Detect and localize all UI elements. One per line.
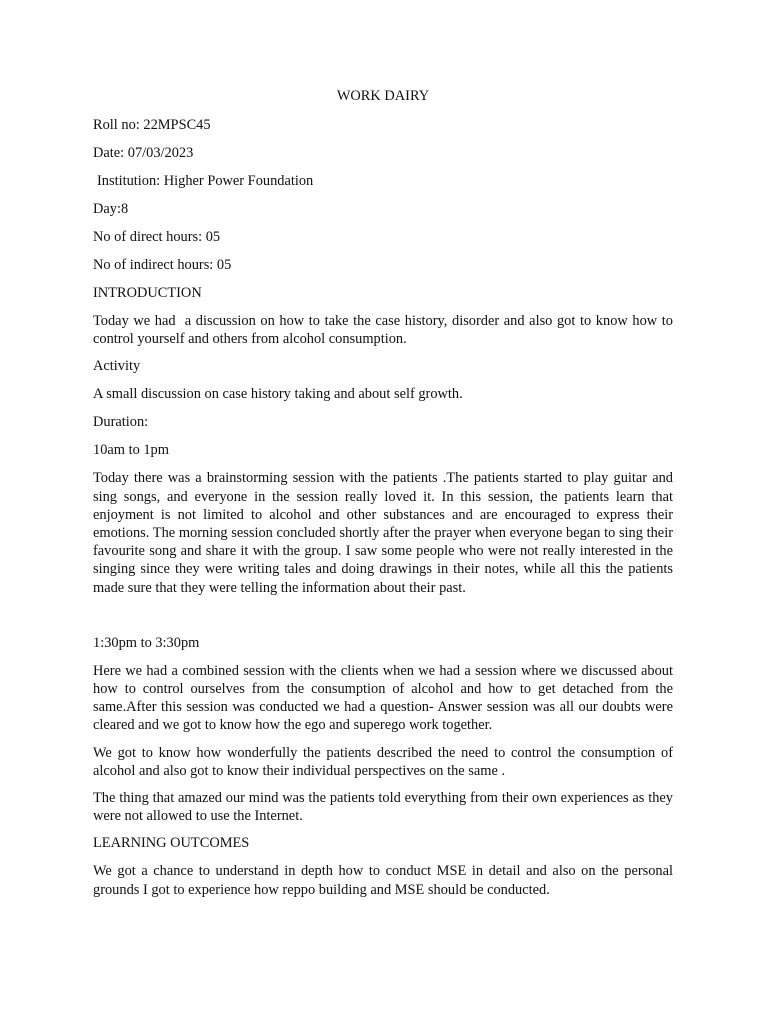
session2-paragraph-2: We got to know how wonderfully the patients described the need to control the consumption of alcohol and also got to know their individual perspectives on the same . <box>93 744 673 779</box>
learning-outcomes-paragraph: We got a chance to understand in depth how to conduct MSE in detail and also on the personal grounds I got to experience how reppo building and MSE should be conducted. <box>93 863 673 898</box>
session1-time: 10am to 1pm <box>93 442 169 459</box>
day-line: Day:8 <box>93 201 129 217</box>
date-line: Date: 07/03/2023 <box>93 145 194 161</box>
session1-paragraph: Today there was a brainstorming session with the patients .The patients started to play guitar and sing songs, and everyone in the session really loved it. In this session, the patients learn that enjoyment is not limited to alcohol and other substances and are encouraged to express their emotions. The morning session concluded shortly after the prayer when everyone began to sing their favourite song and share it with the group. I saw some people who were not really interested in the singing since they were writing tales and doing drawings in their notes, while all this the patients made sure that they were telling the information about their past. <box>93 470 673 596</box>
activity-paragraph: A small discussion on case history taking and about self growth. <box>93 386 463 403</box>
institution-line: Institution: Higher Power Foundation <box>97 173 314 189</box>
duration-heading: Duration: <box>93 414 149 431</box>
session2-paragraph: Here we had a combined session with the clients when we had a session where we discussed about how to control ourselves from the consumption of alcohol and how to get detached from the same.After this session was conducted we had a question- Answer session was all our doubts were cleared and we got to know how the ego and superego work together. <box>93 662 673 734</box>
introduction-paragraph: Today we had a discussion on how to take the case history, disorder and also got to know how to control yourself and others from alcohol consumption. <box>93 313 677 348</box>
session2-time: 1:30pm to 3:30pm <box>93 634 200 651</box>
introduction-heading: INTRODUCTION <box>93 285 202 301</box>
activity-heading: Activity <box>93 358 141 375</box>
document-title: WORK DAIRY <box>336 88 430 104</box>
roll-number: Roll no: 22MPSC45 <box>93 117 211 133</box>
direct-hours-line: No of direct hours: 05 <box>93 229 221 245</box>
session2-paragraph-3: The thing that amazed our mind was the patients told everything from their own experiences as they were not allowed to use the Internet. <box>93 790 673 825</box>
indirect-hours-line: No of indirect hours: 05 <box>93 257 232 273</box>
section-spacer <box>93 606 673 634</box>
document-page <box>93 86 677 908</box>
learning-outcomes-heading: LEARNING OUTCOMES <box>93 835 250 852</box>
